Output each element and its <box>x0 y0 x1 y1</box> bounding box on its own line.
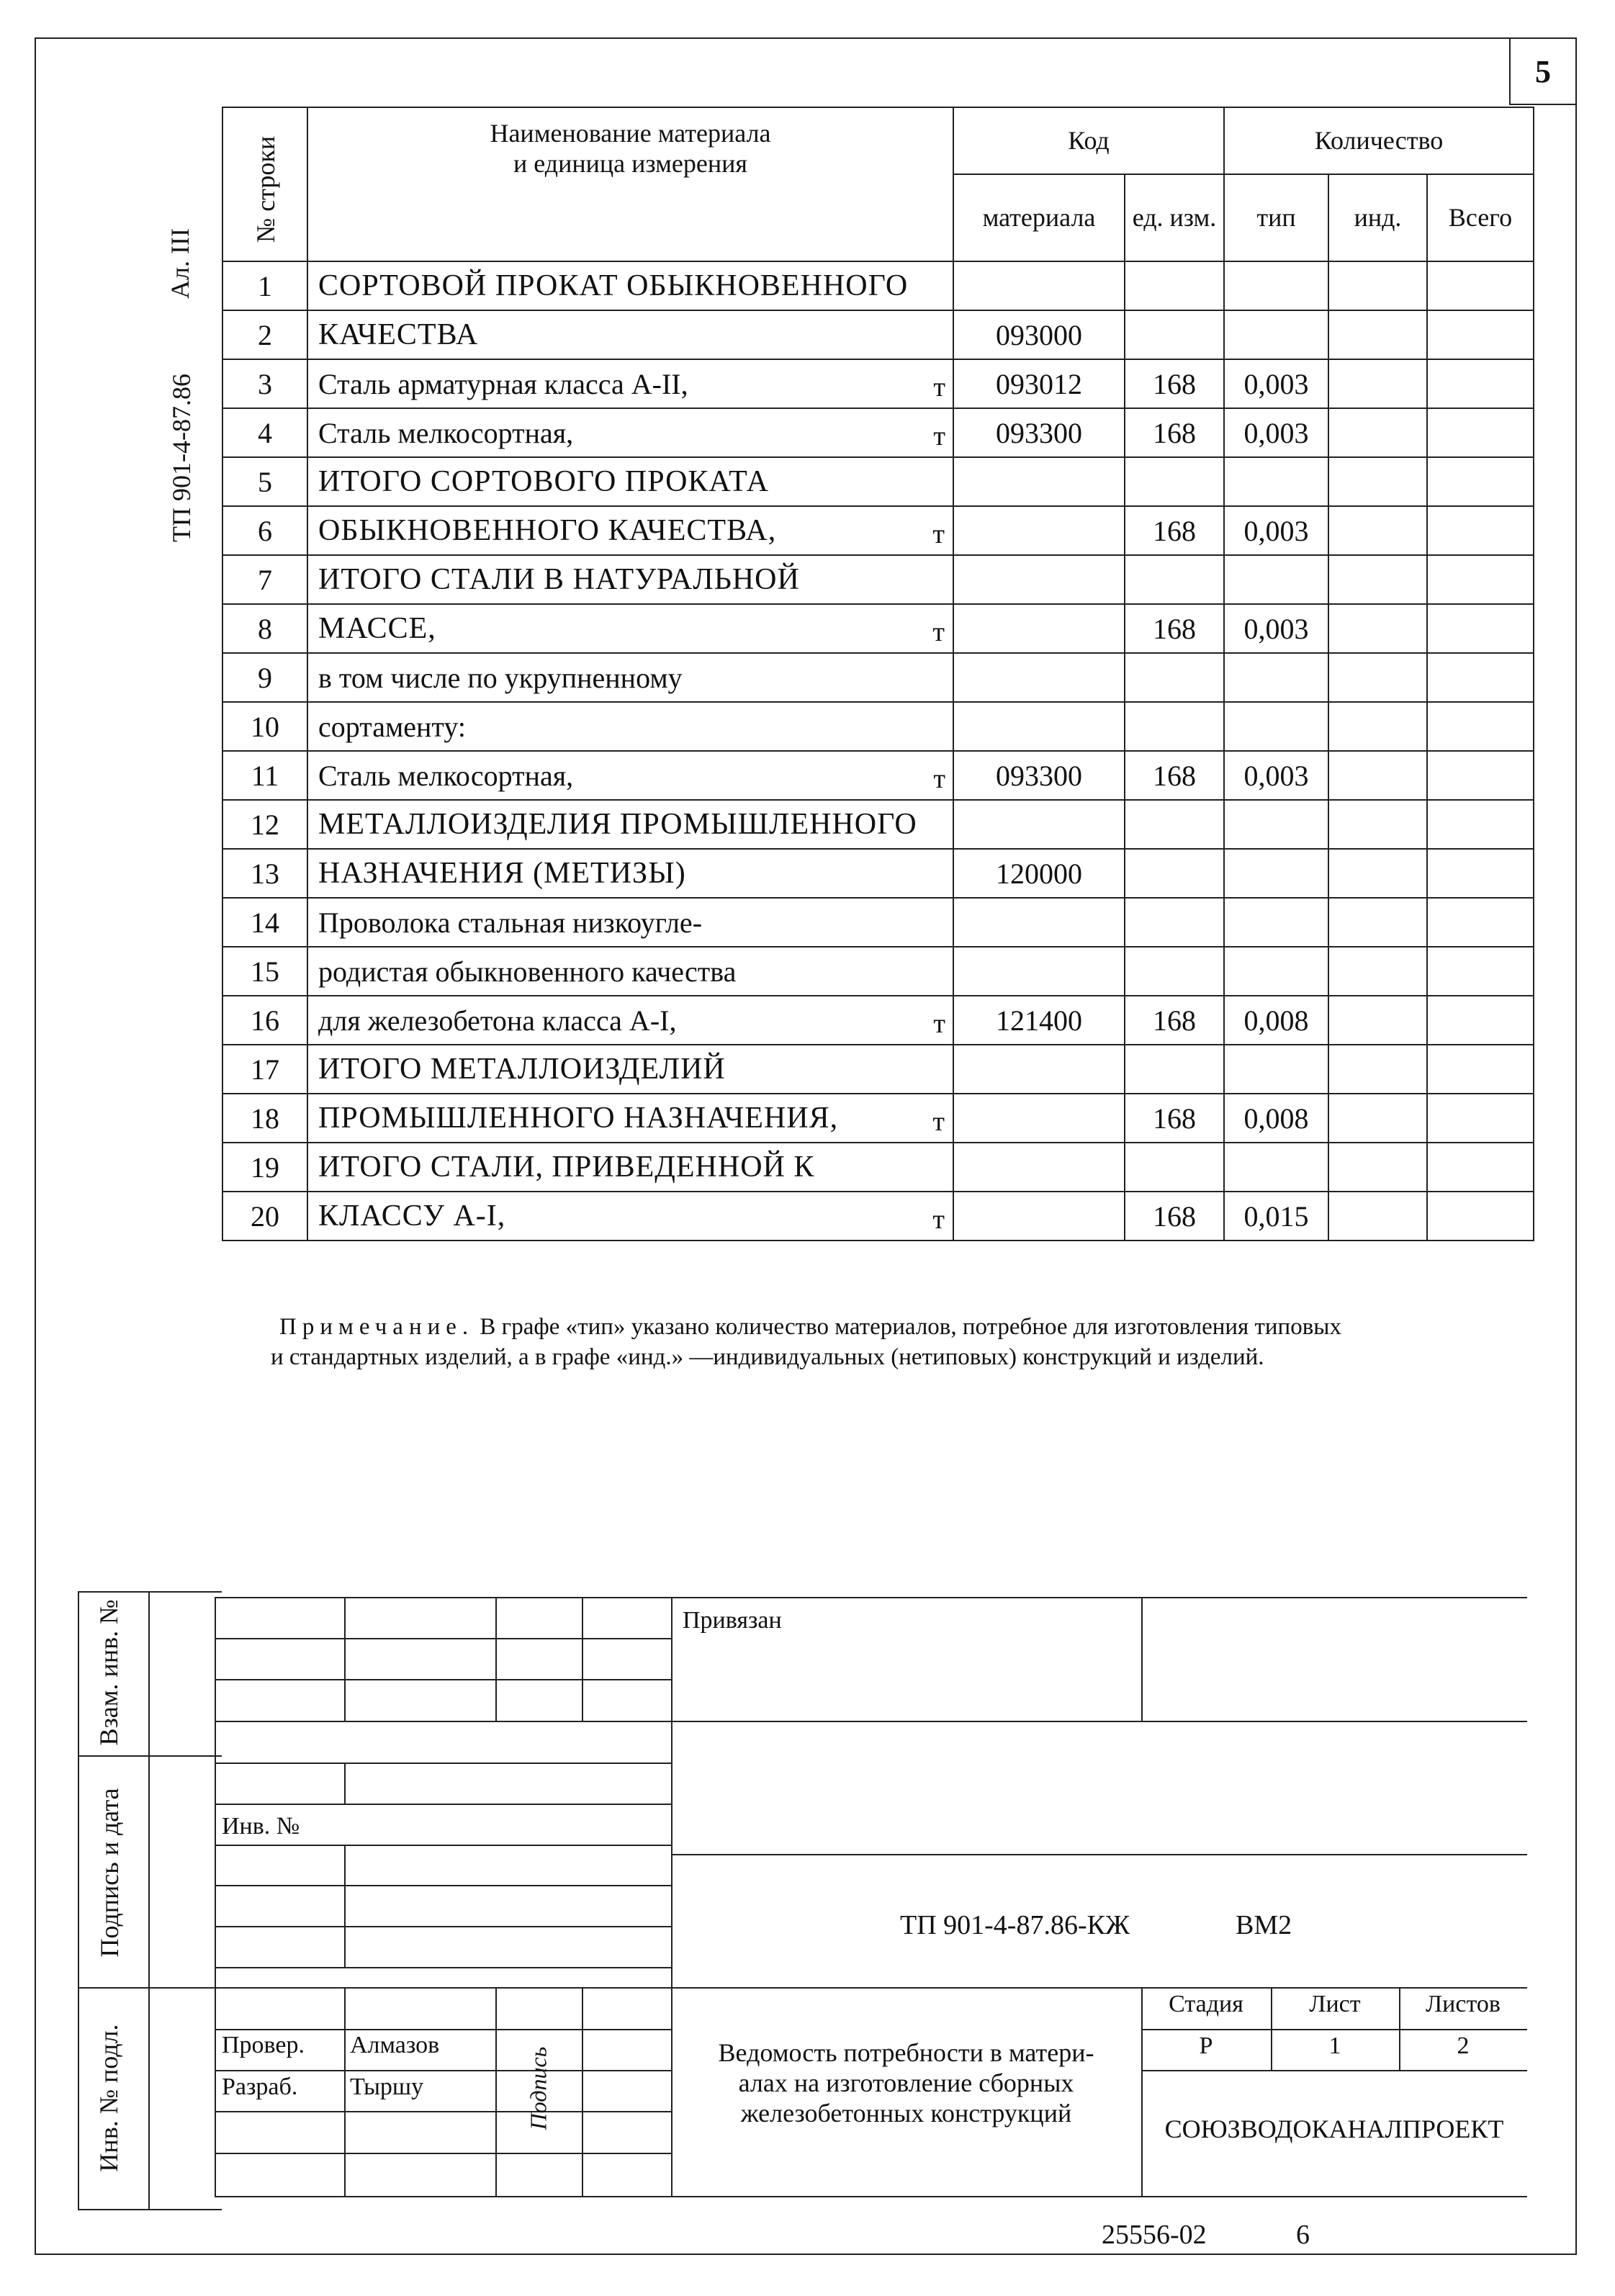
row-number: 7 <box>222 555 307 604</box>
row-qty-ind <box>1328 506 1427 555</box>
header-quantity: Количество <box>1224 107 1534 174</box>
row-qty-type: 0,003 <box>1224 506 1328 555</box>
row-unit: т <box>932 617 945 647</box>
header-code-unit: ед. изм. <box>1125 174 1224 261</box>
row-name <box>307 702 953 751</box>
table-row <box>222 1094 1534 1143</box>
title-line3: железобетонных конструкций <box>740 2099 1072 2128</box>
row-unit: т <box>932 519 945 549</box>
row-material-code: 120000 <box>953 849 1125 898</box>
row-qty-type <box>1224 457 1328 506</box>
row-name-text: КАЧЕСТВА <box>318 318 479 351</box>
row-unit: т <box>933 372 945 402</box>
row-qty-total <box>1427 947 1534 996</box>
row-unit: т <box>932 1205 945 1235</box>
row-name-text: ИТОГО СТАЛИ В НАТУРАЛЬНОЙ <box>318 563 800 596</box>
row-name-text: КЛАССУ А-I, <box>318 1199 506 1233</box>
row-material-code: 093000 <box>953 310 1125 359</box>
row-number: 14 <box>222 898 307 947</box>
row-qty-type: 0,015 <box>1224 1192 1328 1241</box>
sheet-value: 1 <box>1328 2032 1341 2059</box>
row-name <box>307 604 953 653</box>
row-name <box>307 310 953 359</box>
row-qty-type <box>1224 947 1328 996</box>
row-qty-total <box>1427 359 1534 408</box>
row-unit-code: 168 <box>1125 1192 1224 1241</box>
row-unit: т <box>932 1107 945 1137</box>
sheet-code: ВМ2 <box>1236 1910 1292 1940</box>
row-unit-code: 168 <box>1125 604 1224 653</box>
row-unit-code <box>1125 898 1224 947</box>
row-name-text: НАЗНАЧЕНИЯ (МЕТИЗЫ) <box>318 857 686 890</box>
row-qty-ind <box>1328 653 1427 702</box>
note-label: Примечание. <box>279 1314 474 1340</box>
row-qty-total <box>1427 996 1534 1045</box>
table-row <box>222 506 1534 555</box>
header-row-no: № строки <box>222 107 307 261</box>
row-number: 10 <box>222 702 307 751</box>
row-material-code <box>953 506 1125 555</box>
table-row <box>222 947 1534 996</box>
row-qty-total <box>1427 1045 1534 1094</box>
row-unit-code: 168 <box>1125 1094 1224 1143</box>
row-qty-type <box>1224 898 1328 947</box>
row-qty-ind <box>1328 457 1427 506</box>
row-unit: т <box>933 421 945 451</box>
row-qty-type <box>1224 1045 1328 1094</box>
row-name-text: ОБЫКНОВЕННОГО КАЧЕСТВА, <box>318 514 777 547</box>
row-name-text: МЕТАЛЛОИЗДЕЛИЯ ПРОМЫШЛЕННОГО <box>318 808 917 841</box>
role-dev: Разраб. <box>222 2074 298 2100</box>
row-material-code <box>953 800 1125 849</box>
label-inv-podl: Инв. № подл. <box>94 2024 123 2172</box>
row-name <box>307 947 953 996</box>
row-number: 8 <box>222 604 307 653</box>
row-material-code <box>953 653 1125 702</box>
table-row <box>222 555 1534 604</box>
row-qty-ind <box>1328 1192 1427 1241</box>
sheets-label: Листов <box>1426 1991 1501 2017</box>
row-qty-ind <box>1328 849 1427 898</box>
row-unit-code <box>1125 555 1224 604</box>
row-unit-code <box>1125 947 1224 996</box>
table-row <box>222 996 1534 1045</box>
table-row <box>222 1143 1534 1192</box>
row-material-code <box>953 1143 1125 1192</box>
row-material-code <box>953 555 1125 604</box>
materials-table <box>222 107 1534 1241</box>
row-name <box>307 800 953 849</box>
table-row <box>222 800 1534 849</box>
signature-header: Подпись <box>525 2046 552 2130</box>
row-qty-ind <box>1328 604 1427 653</box>
row-material-code <box>953 261 1125 310</box>
row-name-text: ИТОГО СОРТОВОГО ПРОКАТА <box>318 465 769 498</box>
row-material-code <box>953 898 1125 947</box>
row-material-code <box>953 1192 1125 1241</box>
designation: ТП 901-4-87.86-КЖ <box>900 1910 1130 1940</box>
name-dev: Тыршу <box>350 2074 424 2100</box>
table-row <box>222 898 1534 947</box>
row-name <box>307 555 953 604</box>
row-qty-total <box>1427 1094 1534 1143</box>
row-material-code <box>953 457 1125 506</box>
row-number: 3 <box>222 359 307 408</box>
row-material-code <box>953 1094 1125 1143</box>
row-qty-ind <box>1328 751 1427 800</box>
row-qty-type: 0,003 <box>1224 408 1328 457</box>
row-number: 4 <box>222 408 307 457</box>
album-label: Ал. III <box>166 228 194 299</box>
title-line2: алах на изготовление сборных <box>738 2068 1074 2097</box>
row-qty-total <box>1427 800 1534 849</box>
row-number: 2 <box>222 310 307 359</box>
organization: СОЮЗВОДОКАНАЛПРОЕКТ <box>1164 2115 1504 2143</box>
row-unit-code <box>1125 261 1224 310</box>
title-line1: Ведомость потребности в матери- <box>718 2038 1094 2067</box>
stage-value: Р <box>1199 2032 1213 2059</box>
row-unit-code: 168 <box>1125 359 1224 408</box>
row-qty-total <box>1427 310 1534 359</box>
table-row <box>222 604 1534 653</box>
row-qty-ind <box>1328 359 1427 408</box>
row-name <box>307 1094 953 1143</box>
row-name <box>307 408 953 457</box>
header-qty-ind: инд. <box>1328 174 1427 261</box>
name-check: Алмазов <box>350 2032 440 2058</box>
row-number: 12 <box>222 800 307 849</box>
row-number: 9 <box>222 653 307 702</box>
row-qty-total <box>1427 261 1534 310</box>
note-line1: В графе «тип» указано количество материалов, потребное для изготовления типовых <box>480 1314 1341 1340</box>
row-number: 17 <box>222 1045 307 1094</box>
row-material-code <box>953 604 1125 653</box>
row-qty-type: 0,008 <box>1224 996 1328 1045</box>
row-number: 5 <box>222 457 307 506</box>
row-qty-type <box>1224 261 1328 310</box>
row-name-text: сортаменту: <box>318 710 466 743</box>
row-material-code <box>953 702 1125 751</box>
row-unit-code <box>1125 849 1224 898</box>
table-row <box>222 408 1534 457</box>
row-name-text: ПРОМЫШЛЕННОГО НАЗНАЧЕНИЯ, <box>318 1102 839 1135</box>
privyazan-label: Привязан <box>683 1607 782 1634</box>
row-qty-total <box>1427 506 1534 555</box>
table-row <box>222 1045 1534 1094</box>
sheet-label: Лист <box>1309 1991 1361 2017</box>
row-material-code <box>953 947 1125 996</box>
row-qty-total <box>1427 898 1534 947</box>
row-unit-code <box>1125 702 1224 751</box>
row-unit-code: 168 <box>1125 408 1224 457</box>
row-number: 19 <box>222 1143 307 1192</box>
row-qty-ind <box>1328 898 1427 947</box>
row-name-text: Сталь мелкосортная, <box>318 759 574 792</box>
row-qty-type <box>1224 555 1328 604</box>
row-name-text: в том числе по укрупненному <box>318 661 683 694</box>
row-qty-ind <box>1328 1094 1427 1143</box>
row-name-text: ИТОГО СТАЛИ, ПРИВЕДЕННОЙ К <box>318 1151 815 1184</box>
row-name-text: Сталь арматурная класса А-II, <box>318 367 688 400</box>
row-number: 18 <box>222 1094 307 1143</box>
row-name-text: родистая обыкновенного качества <box>318 955 737 988</box>
header-code: Код <box>953 107 1224 174</box>
row-qty-type <box>1224 800 1328 849</box>
row-unit-code <box>1125 457 1224 506</box>
row-name <box>307 359 953 408</box>
row-unit-code <box>1125 800 1224 849</box>
table-row <box>222 310 1534 359</box>
row-name <box>307 1192 953 1241</box>
row-qty-type: 0,003 <box>1224 359 1328 408</box>
row-unit-code: 168 <box>1125 506 1224 555</box>
row-qty-type: 0,003 <box>1224 751 1328 800</box>
row-name <box>307 1143 953 1192</box>
row-qty-ind <box>1328 1143 1427 1192</box>
row-number: 15 <box>222 947 307 996</box>
row-qty-total <box>1427 457 1534 506</box>
row-qty-type <box>1224 702 1328 751</box>
role-check: Провер. <box>222 2032 305 2058</box>
row-name <box>307 849 953 898</box>
row-unit-code <box>1125 1143 1224 1192</box>
row-unit: т <box>933 764 945 794</box>
row-name-text: Сталь мелкосортная, <box>318 416 574 449</box>
header-qty-total: Всего <box>1427 174 1534 261</box>
row-qty-ind <box>1328 261 1427 310</box>
row-unit-code <box>1125 653 1224 702</box>
row-name <box>307 898 953 947</box>
row-qty-ind <box>1328 555 1427 604</box>
header-code-material: материала <box>953 174 1125 261</box>
table-row <box>222 653 1534 702</box>
row-qty-ind <box>1328 947 1427 996</box>
row-qty-ind <box>1328 800 1427 849</box>
row-name-text: МАССЕ, <box>318 612 436 645</box>
row-unit: т <box>933 1009 945 1039</box>
row-qty-ind <box>1328 1045 1427 1094</box>
row-qty-type <box>1224 849 1328 898</box>
row-qty-type <box>1224 310 1328 359</box>
row-material-code: 093300 <box>953 408 1125 457</box>
row-number: 1 <box>222 261 307 310</box>
row-name <box>307 751 953 800</box>
header-qty-type: тип <box>1224 174 1328 261</box>
row-name-text: для железобетона класса А-I, <box>318 1004 677 1037</box>
row-unit-code: 168 <box>1125 751 1224 800</box>
row-number: 20 <box>222 1192 307 1241</box>
row-qty-total <box>1427 702 1534 751</box>
table-row <box>222 1192 1534 1241</box>
row-name-text: СОРТОВОЙ ПРОКАТ ОБЫКНОВЕННОГО <box>318 269 909 302</box>
row-number: 16 <box>222 996 307 1045</box>
row-qty-ind <box>1328 408 1427 457</box>
table-row <box>222 359 1534 408</box>
note-line2: и стандартных изделий, а в графе «инд.» —индивидуальных (нетиповых) конструкций и изделий. <box>271 1344 1264 1370</box>
row-material-code <box>953 1045 1125 1094</box>
row-unit-code: 168 <box>1125 996 1224 1045</box>
row-name <box>307 1045 953 1094</box>
row-qty-total <box>1427 604 1534 653</box>
row-qty-total <box>1427 408 1534 457</box>
row-qty-total <box>1427 751 1534 800</box>
label-vzam-inv: Взам. инв. № <box>94 1599 123 1746</box>
label-podpis-data: Подпись и дата <box>95 1788 124 1958</box>
sheets-value: 2 <box>1457 2032 1470 2059</box>
row-name <box>307 653 953 702</box>
row-qty-total <box>1427 849 1534 898</box>
row-qty-type: 0,008 <box>1224 1094 1328 1143</box>
table-row <box>222 849 1534 898</box>
table-row <box>222 751 1534 800</box>
page-number: 5 <box>1509 37 1577 105</box>
row-qty-type: 0,003 <box>1224 604 1328 653</box>
table-row <box>222 261 1534 310</box>
row-material-code: 093012 <box>953 359 1125 408</box>
row-name-text: ИТОГО МЕТАЛЛОИЗДЕЛИЙ <box>318 1053 726 1086</box>
row-name <box>307 506 953 555</box>
inv-no-label: Инв. № <box>222 1813 300 1840</box>
row-name <box>307 261 953 310</box>
row-qty-ind <box>1328 702 1427 751</box>
stage-label: Стадия <box>1169 1991 1243 2017</box>
row-name-text: Проволока стальная низкоугле- <box>318 906 703 939</box>
table-row <box>222 457 1534 506</box>
row-qty-ind <box>1328 996 1427 1045</box>
row-unit-code <box>1125 310 1224 359</box>
row-qty-type <box>1224 653 1328 702</box>
note <box>271 1312 1503 1372</box>
row-material-code: 093300 <box>953 751 1125 800</box>
row-qty-total <box>1427 1143 1534 1192</box>
table-row <box>222 702 1534 751</box>
row-qty-total <box>1427 555 1534 604</box>
header-name: Наименование материала и единица измерения <box>307 107 953 261</box>
side-doc-code: ТП 901-4-87.86 <box>167 374 196 542</box>
row-qty-total <box>1427 653 1534 702</box>
row-material-code: 121400 <box>953 996 1125 1045</box>
row-number: 6 <box>222 506 307 555</box>
archive-number: 25556-02 <box>1102 2220 1207 2250</box>
row-number: 13 <box>222 849 307 898</box>
row-qty-ind <box>1328 310 1427 359</box>
row-name <box>307 457 953 506</box>
footer-page: 6 <box>1296 2220 1310 2250</box>
row-qty-total <box>1427 1192 1534 1241</box>
row-name <box>307 996 953 1045</box>
row-unit-code <box>1125 1045 1224 1094</box>
row-number: 11 <box>222 751 307 800</box>
row-qty-type <box>1224 1143 1328 1192</box>
